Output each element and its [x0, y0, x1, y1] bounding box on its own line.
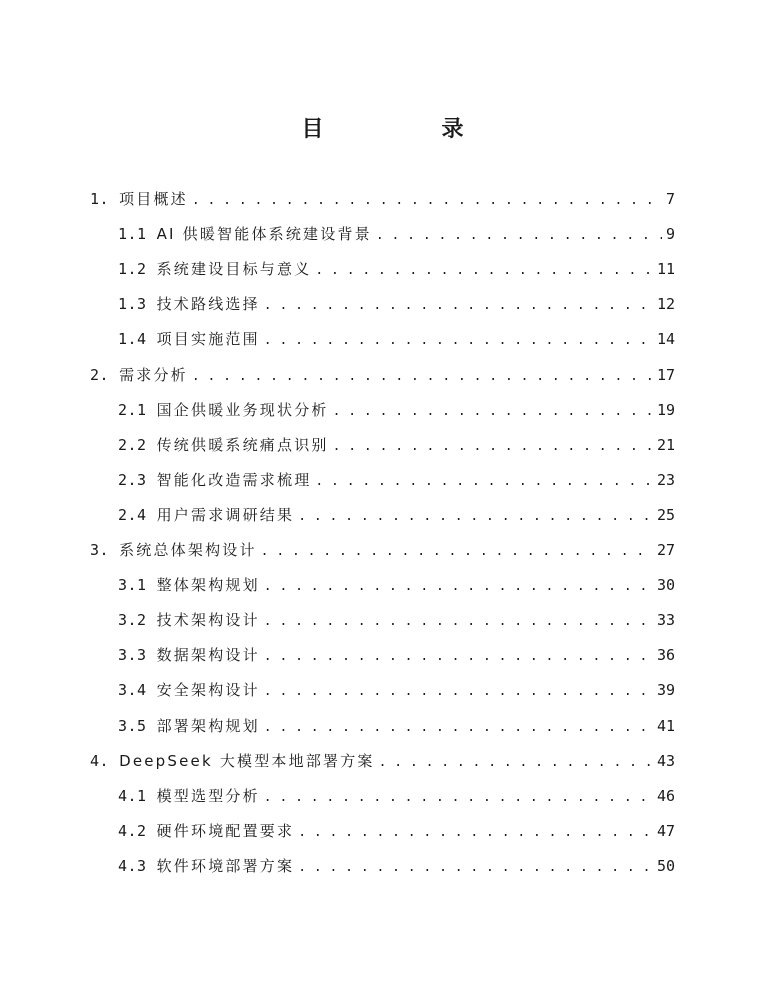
- toc-entry-number: 2.: [90, 365, 110, 384]
- toc-entry-number: 1.: [90, 190, 110, 208]
- toc-entry-number: 4.3: [118, 856, 147, 875]
- toc-entry-number: 3.4: [118, 681, 147, 700]
- dot-leader: [298, 822, 653, 844]
- toc-entry-page-number: 12: [656, 295, 675, 314]
- toc-entry-page-number: 30: [656, 576, 675, 595]
- toc-entry-number: 2.1: [118, 400, 147, 419]
- dot-leader: [264, 717, 653, 739]
- toc-entry-page-number: 36: [656, 646, 675, 665]
- dot-leader: [376, 225, 662, 247]
- toc-entry-page-number: 19: [656, 400, 675, 419]
- toc-entry-title: 硬件环境配置要求: [156, 821, 295, 840]
- toc-entry[interactable]: [118, 644, 675, 666]
- toc-entry-number: 4.: [90, 751, 110, 770]
- toc-entry[interactable]: [118, 469, 675, 491]
- toc-entry[interactable]: [118, 328, 675, 350]
- toc-entry-number: 4.1: [118, 786, 147, 805]
- toc-entry-title: 传统供暖系统痛点识别: [156, 435, 329, 454]
- toc-entry-title: 项目概述: [119, 190, 188, 208]
- dot-leader: [298, 857, 653, 879]
- toc-entry[interactable]: [118, 679, 675, 701]
- toc-entry[interactable]: [118, 855, 675, 877]
- toc-entry-number: 4.2: [118, 821, 147, 840]
- toc-entry-title: DeepSeek 大模型本地部署方案: [119, 751, 375, 770]
- toc-entry[interactable]: [90, 750, 675, 772]
- dot-leader: [264, 787, 653, 809]
- toc-entry-page-number: 23: [656, 470, 675, 489]
- toc-entry-page-number: 21: [656, 435, 675, 454]
- dot-leader: [192, 366, 653, 388]
- toc-entry-number: 3.5: [118, 716, 147, 735]
- toc-entry-page-number: 39: [656, 681, 675, 700]
- toc-entry[interactable]: [118, 785, 675, 807]
- toc-entry-page-number: 46: [656, 786, 675, 805]
- toc-entry-title: 系统建设目标与意义: [156, 260, 312, 279]
- toc-entry-title: 部署架构规划: [156, 716, 260, 735]
- dot-leader: [264, 330, 653, 352]
- dot-leader: [333, 436, 653, 458]
- dot-leader: [192, 190, 662, 212]
- toc-entry-page-number: 33: [656, 611, 675, 630]
- toc-entry-number: 3.1: [118, 576, 147, 595]
- dot-leader: [298, 506, 653, 528]
- dot-leader: [264, 295, 653, 317]
- toc-entry[interactable]: [118, 223, 675, 245]
- dot-leader: [379, 752, 653, 774]
- toc-entry-title: 用户需求调研结果: [156, 505, 295, 524]
- toc-entry-page-number: 17: [656, 365, 675, 384]
- dot-leader: [264, 646, 653, 668]
- toc-entry-title: 安全架构设计: [156, 681, 260, 700]
- toc-entry-page-number: 7: [665, 190, 675, 208]
- toc-entry-number: 1.2: [118, 260, 147, 279]
- toc-entry-number: 1.4: [118, 330, 147, 349]
- toc-entry-title: 智能化改造需求梳理: [156, 470, 312, 489]
- toc-entry-title: 模型选型分析: [156, 786, 260, 805]
- toc-entry-title: 需求分析: [119, 365, 188, 384]
- toc-entry[interactable]: [118, 399, 675, 421]
- toc-entry-number: 1.3: [118, 295, 147, 314]
- toc-entry-number: 2.2: [118, 435, 147, 454]
- toc-entry-number: 2.3: [118, 470, 147, 489]
- toc-entry-page-number: 9: [665, 225, 675, 244]
- toc-entry[interactable]: [118, 293, 675, 315]
- toc-entry-page-number: 41: [656, 716, 675, 735]
- toc-entry-number: 3.: [90, 541, 110, 559]
- dot-leader: [261, 541, 653, 563]
- toc-entry-number: 3.2: [118, 611, 147, 630]
- toc-entry[interactable]: [118, 820, 675, 842]
- toc-entry-page-number: 50: [656, 856, 675, 875]
- dot-leader: [333, 401, 653, 423]
- toc-entry-page-number: 14: [656, 330, 675, 349]
- toc-entry-title: 数据架构设计: [156, 646, 260, 665]
- toc-entry-title: 技术路线选择: [156, 295, 260, 314]
- toc-entry-number: 3.3: [118, 646, 147, 665]
- toc-entry[interactable]: [118, 504, 675, 526]
- toc-entry-number: 2.4: [118, 505, 147, 524]
- toc-entry[interactable]: [118, 609, 675, 631]
- dot-leader: [264, 611, 653, 633]
- toc-entry-title: AI 供暖智能体系统建设背景: [156, 225, 372, 244]
- toc-entry-title: 国企供暖业务现状分析: [156, 400, 329, 419]
- toc-entry-number: 1.1: [118, 225, 147, 244]
- toc-entry-title: 系统总体架构设计: [119, 541, 257, 559]
- toc-entry-page-number: 25: [656, 505, 675, 524]
- toc-entry[interactable]: [118, 258, 675, 280]
- toc-entry[interactable]: [90, 364, 675, 386]
- toc-title: 目 录: [301, 117, 512, 142]
- dot-leader: [315, 260, 653, 282]
- dot-leader: [264, 576, 653, 598]
- toc-entry-page-number: 27: [656, 541, 675, 559]
- toc-entry-page-number: 47: [656, 821, 675, 840]
- toc-entry[interactable]: [118, 434, 675, 456]
- toc-entry[interactable]: [90, 188, 675, 210]
- toc-entry[interactable]: [118, 715, 675, 737]
- toc-entry-title: 软件环境部署方案: [156, 856, 295, 875]
- toc-entry-page-number: 43: [656, 751, 675, 770]
- dot-leader: [315, 471, 653, 493]
- toc-entry-page-number: 11: [656, 260, 675, 279]
- dot-leader: [264, 681, 653, 703]
- toc-entry-title: 项目实施范围: [156, 330, 260, 349]
- toc-entry-title: 技术架构设计: [156, 611, 260, 630]
- toc-entry[interactable]: [118, 574, 675, 596]
- toc-entry-title: 整体架构规划: [156, 576, 260, 595]
- toc-entry[interactable]: [90, 539, 675, 561]
